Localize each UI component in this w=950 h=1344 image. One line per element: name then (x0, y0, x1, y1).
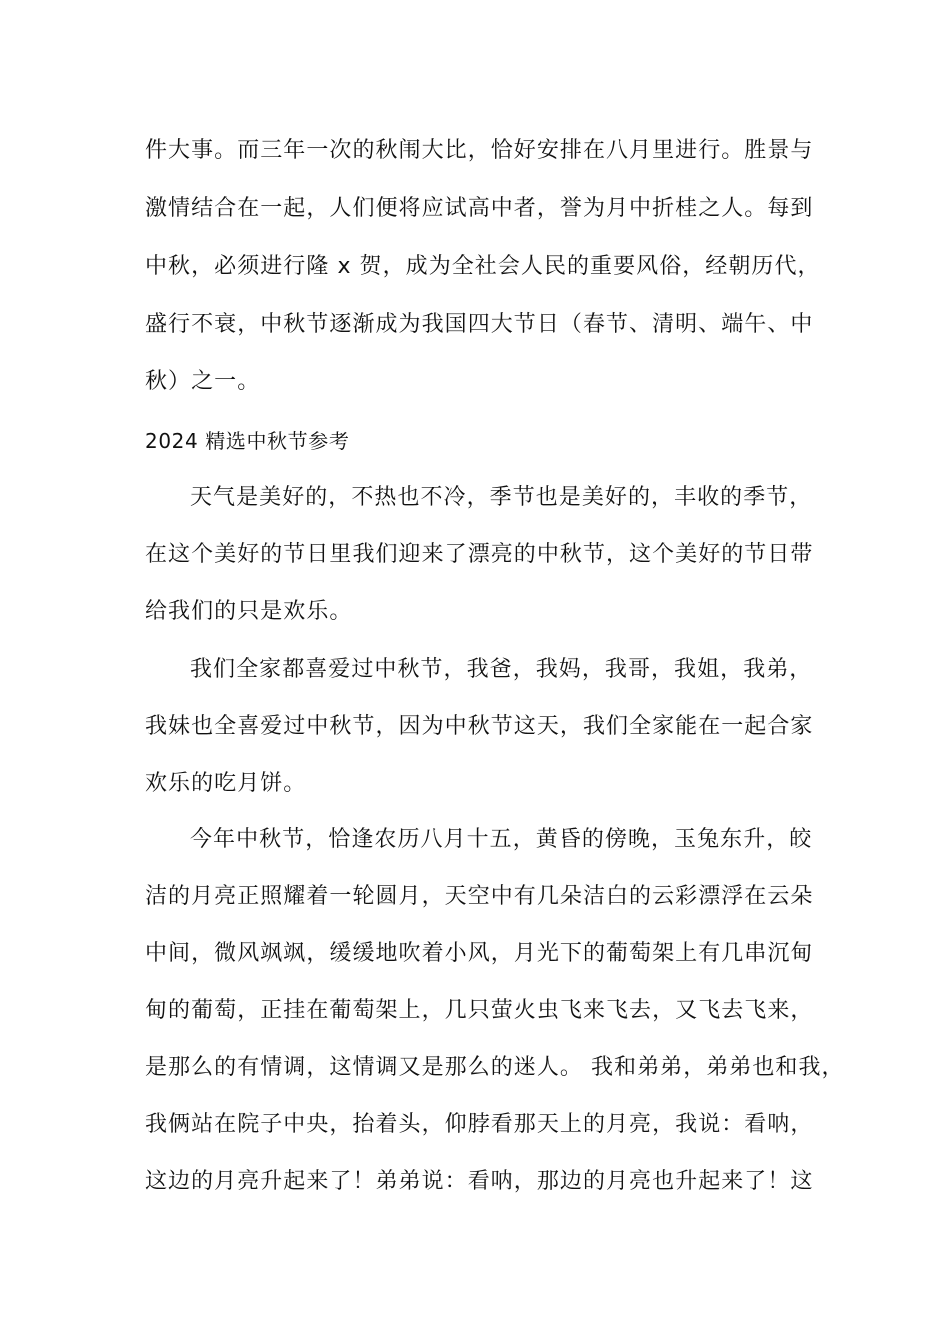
paragraph-2-line-1: 天气是美好的，不热也不冷，季节也是美好的，丰收的季节， (190, 485, 813, 510)
paragraph-1-line-3: 中秋，必须进行隆 x 贺，成为全社会人民的重要风俗，经朝历代， (145, 254, 821, 279)
paragraph-1-line-4: 盛行不衰，中秋节逐渐成为我国四大节日（春节、清明、端午、中 (145, 312, 814, 337)
paragraph-4-line-5: 是那么的有情调，这情调又是那么的迷人。 我和弟弟，弟弟也和我， (145, 1055, 845, 1080)
paragraph-4-line-4: 甸的葡萄，正挂在葡萄架上，几只萤火虫飞来飞去，又飞去飞来， (145, 998, 814, 1023)
paragraph-4-line-3: 中间，微风飒飒，缓缓地吹着小风，月光下的葡萄架上有几串沉甸 (145, 941, 814, 966)
paragraph-4-line-6: 我俩站在院子中央，抬着头，仰脖看那天上的月亮，我说：看呐， (145, 1112, 814, 1137)
paragraph-3-line-1: 我们全家都喜爱过中秋节，我爸，我妈，我哥，我姐，我弟， (190, 657, 813, 682)
paragraph-1-line-5: 秋）之一。 (145, 369, 261, 394)
paragraph-1-line-1: 件大事。而三年一次的秋闱大比，恰好安排在八月里进行。胜景与 (145, 138, 814, 163)
paragraph-2-line-2: 在这个美好的节日里我们迎来了漂亮的中秋节，这个美好的节日带 (145, 542, 814, 567)
section-heading: 2024 精选中秋节参考 (145, 429, 350, 453)
paragraph-2-line-3: 给我们的只是欢乐。 (145, 599, 353, 624)
paragraph-4-line-7: 这边的月亮升起来了！弟弟说：看呐，那边的月亮也升起来了！这 (145, 1169, 814, 1194)
paragraph-3-line-3: 欢乐的吃月饼。 (145, 771, 307, 796)
paragraph-4-line-1: 今年中秋节，恰逢农历八月十五，黄昏的傍晚，玉兔东升，皎 (190, 827, 813, 852)
paragraph-3-line-2: 我妹也全喜爱过中秋节，因为中秋节这天，我们全家能在一起合家 (145, 714, 814, 739)
paragraph-4-line-2: 洁的月亮正照耀着一轮圆月，天空中有几朵洁白的云彩漂浮在云朵 (145, 884, 814, 909)
paragraph-1-line-2: 激情结合在一起，人们便将应试高中者，誉为月中折桂之人。每到 (145, 196, 814, 221)
